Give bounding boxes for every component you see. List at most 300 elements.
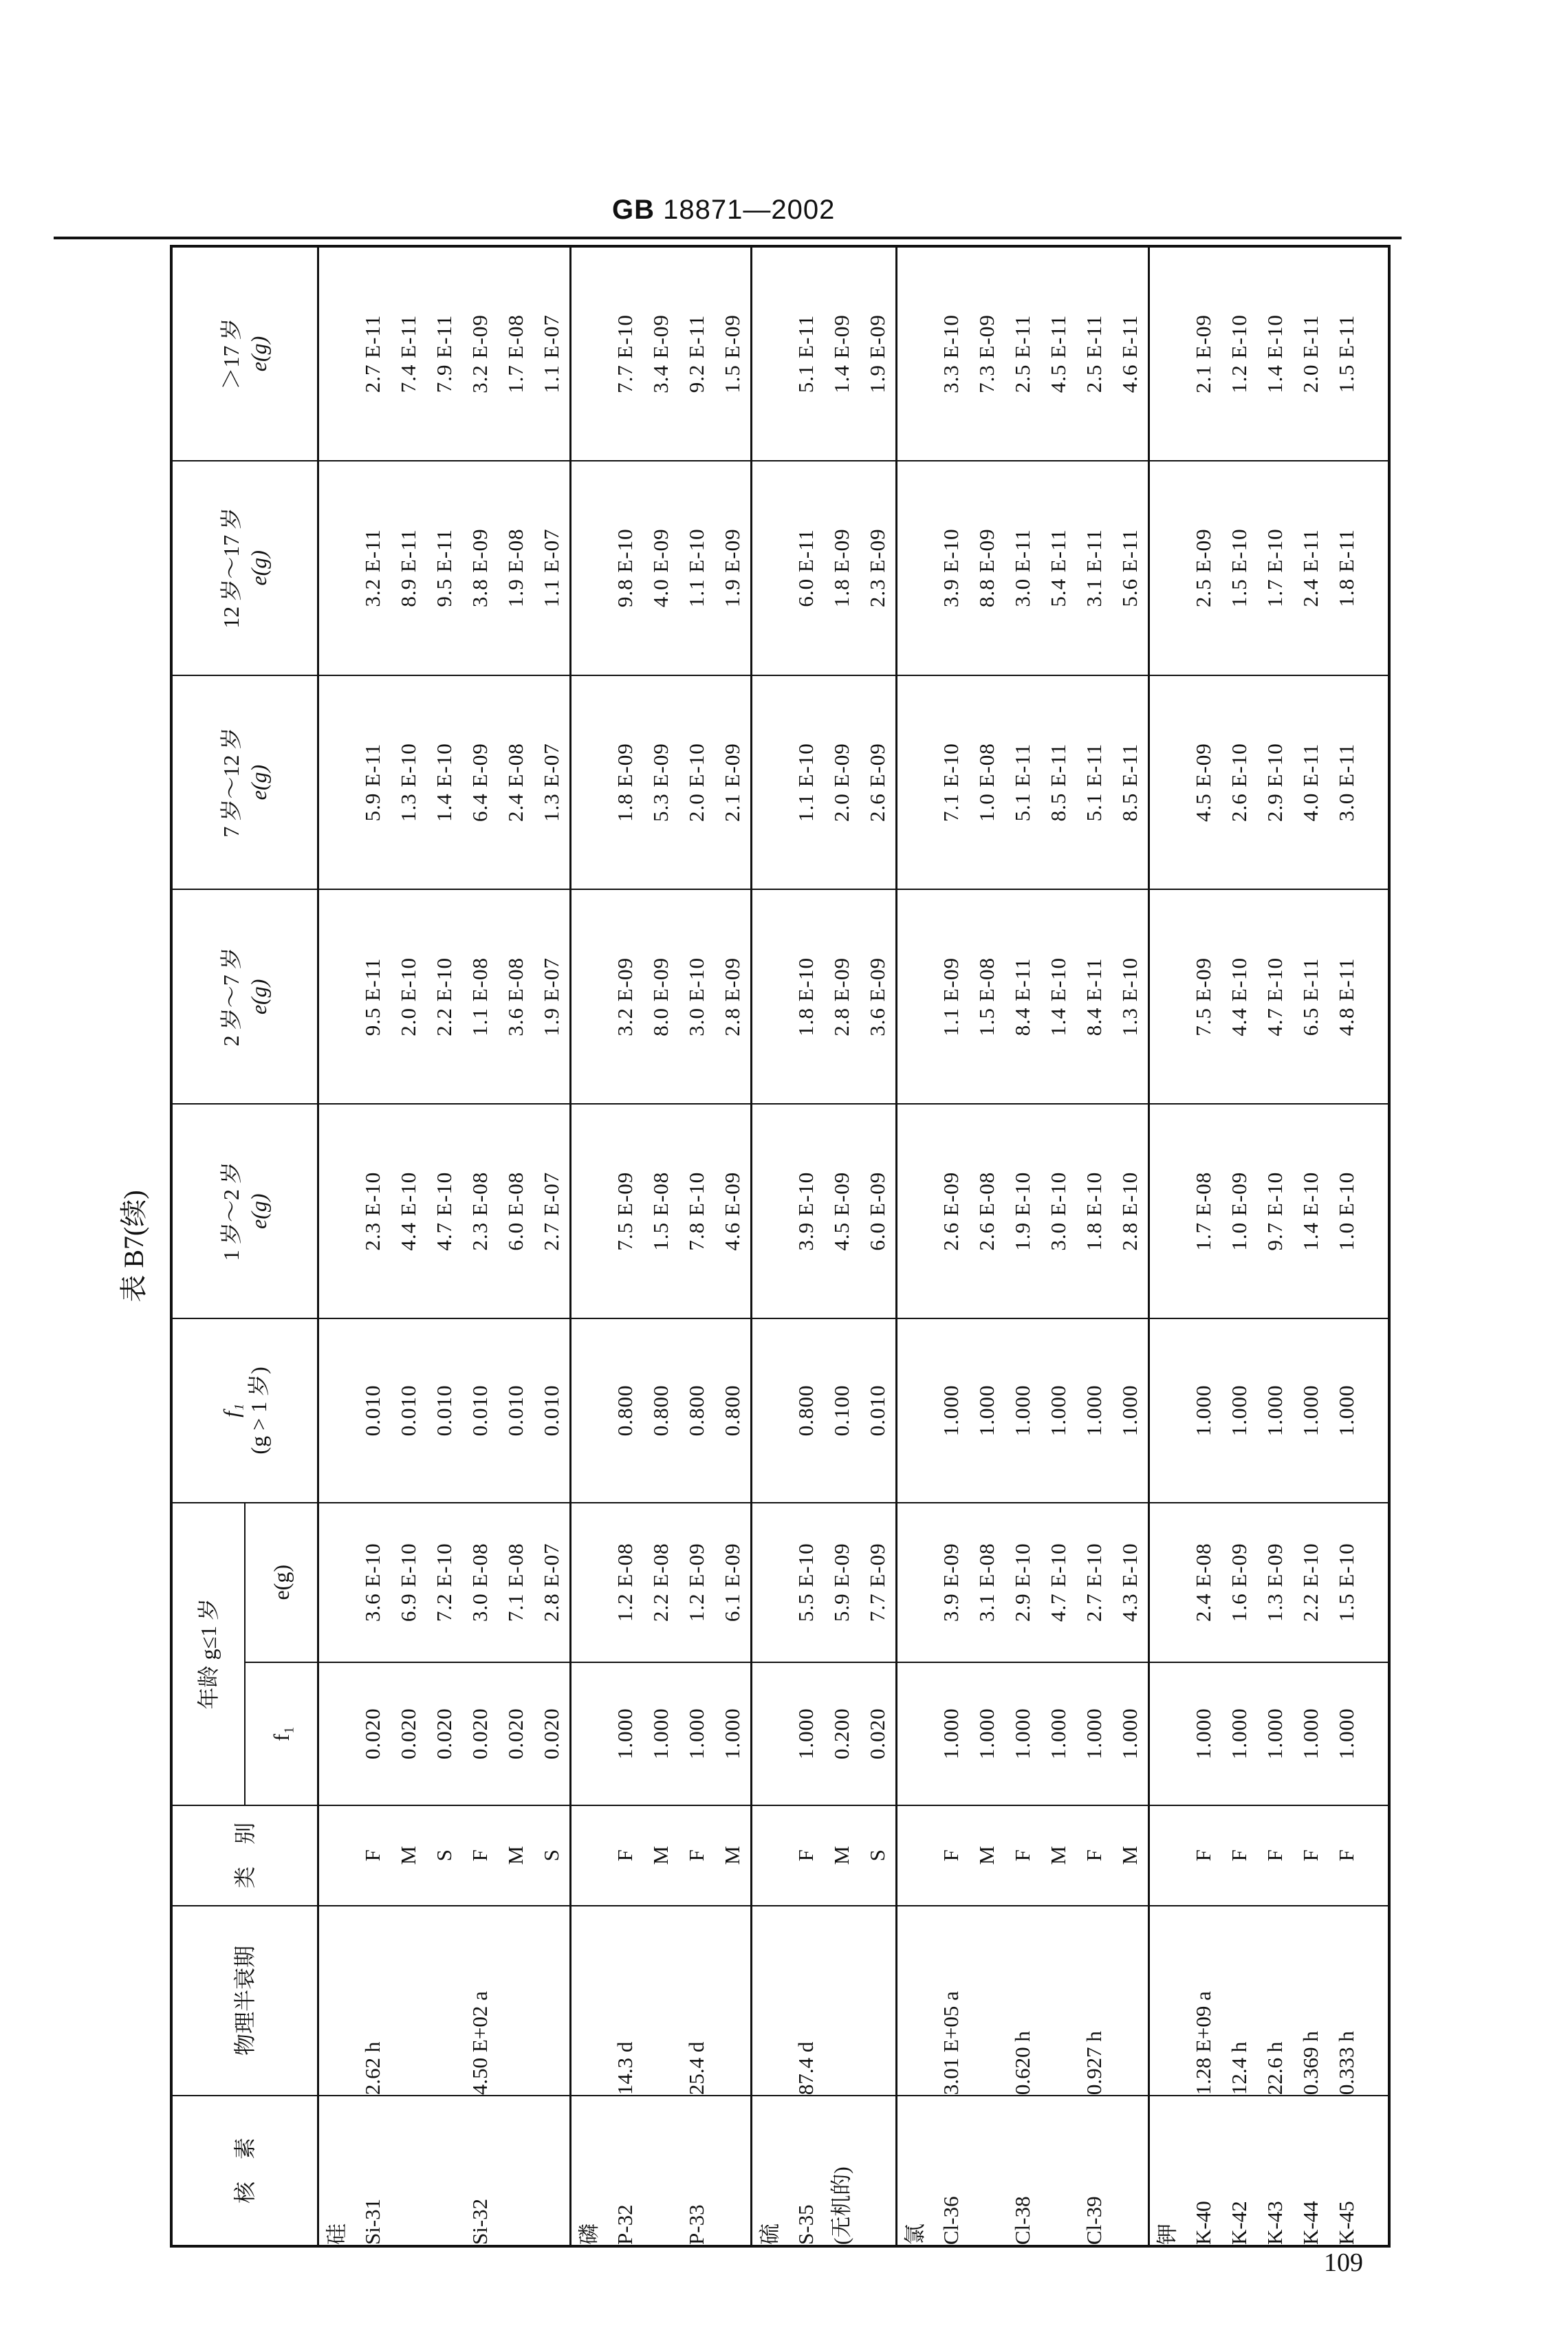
class-cell: F	[933, 1805, 969, 1906]
f1-cell: 0.010	[391, 1318, 426, 1503]
empty-cell	[897, 1906, 934, 2096]
infant-f1-cell: 1.000	[1076, 1662, 1112, 1805]
f1-cell: 1.000	[1257, 1318, 1293, 1503]
col-f1-note: (g > 1 岁)	[246, 1367, 271, 1455]
class-cell: F	[462, 1805, 498, 1906]
class-cell: M	[715, 1805, 752, 1906]
nuclide-cell	[643, 2096, 679, 2246]
infant-e-cell: 1.2 E-09	[679, 1503, 715, 1662]
class-cell: F	[1293, 1805, 1329, 1906]
e-2-7-cell: 6.5 E-11	[1293, 889, 1329, 1104]
e-7-12-cell: 1.8 E-09	[607, 675, 643, 890]
empty-cell	[1364, 1906, 1389, 2096]
e-12-17-cell: 3.9 E-10	[933, 461, 969, 675]
col-age-7-12-unit: e(g)	[246, 764, 271, 801]
col-age-7-12-label: 7 岁～12 岁	[219, 727, 243, 838]
empty-cell	[1364, 1104, 1389, 1318]
empty-cell	[1149, 1662, 1186, 1805]
e-17-cell: 4.5 E-11	[1041, 246, 1076, 461]
e-2-7-cell: 4.7 E-10	[1257, 889, 1293, 1104]
infant-f1-cell: 1.000	[643, 1662, 679, 1805]
e-12-17-cell: 1.1 E-10	[679, 461, 715, 675]
half-life-cell: 0.927 h	[1076, 1906, 1112, 2096]
infant-f1-cell: 0.020	[355, 1662, 391, 1805]
f1-cell: 1.000	[1041, 1318, 1076, 1503]
table-row	[1257, 246, 1293, 2246]
empty-cell	[1364, 246, 1389, 461]
half-life-cell: 1.28 E+09 a	[1186, 1906, 1221, 2096]
f1-cell: 0.100	[824, 1318, 860, 1503]
half-life-cell	[824, 1906, 860, 2096]
half-life-cell: 25.4 d	[679, 1906, 715, 2096]
e-7-12-cell: 1.3 E-10	[391, 675, 426, 890]
class-cell: M	[1112, 1805, 1149, 1906]
class-cell: S	[860, 1805, 897, 1906]
f1-cell: 0.800	[607, 1318, 643, 1503]
half-life-cell	[426, 1906, 462, 2096]
empty-cell	[897, 1805, 934, 1906]
infant-e-cell: 6.1 E-09	[715, 1503, 752, 1662]
e-1-2-cell: 4.7 E-10	[426, 1104, 462, 1318]
nuclide-cell	[715, 2096, 752, 2246]
infant-e-cell: 1.5 E-10	[1329, 1503, 1364, 1662]
e-2-7-cell: 3.6 E-09	[860, 889, 897, 1104]
empty-cell	[1364, 1662, 1389, 1805]
col-class: 类 别	[171, 1805, 318, 1906]
class-cell: M	[498, 1805, 534, 1906]
empty-cell	[752, 246, 789, 461]
empty-cell	[1149, 1503, 1186, 1662]
empty-cell	[1149, 889, 1186, 1104]
e-1-2-cell: 1.7 E-08	[1186, 1104, 1221, 1318]
table-row	[462, 246, 498, 2246]
e-7-12-cell: 2.0 E-09	[824, 675, 860, 890]
empty-cell	[897, 461, 934, 675]
e-7-12-cell: 5.9 E-11	[355, 675, 391, 890]
e-7-12-cell: 2.4 E-08	[498, 675, 534, 890]
table-row	[1005, 246, 1041, 2246]
infant-e-cell: 1.2 E-08	[607, 1503, 643, 1662]
f1-cell: 1.000	[969, 1318, 1005, 1503]
infant-f1-cell: 1.000	[679, 1662, 715, 1805]
empty-cell	[571, 246, 608, 461]
col-age-1-2-label: 1 岁～2 岁	[219, 1162, 243, 1261]
nuclide-cell: K-43	[1257, 2096, 1293, 2246]
nuclide-cell: (无机的)	[824, 2096, 860, 2246]
e-17-cell: 4.6 E-11	[1112, 246, 1149, 461]
table-row	[1293, 246, 1329, 2246]
infant-f1-cell: 0.020	[860, 1662, 897, 1805]
e-12-17-cell: 3.8 E-09	[462, 461, 498, 675]
e-12-17-cell: 5.4 E-11	[1041, 461, 1076, 675]
e-12-17-cell: 9.5 E-11	[426, 461, 462, 675]
nuclide-cell	[1041, 2096, 1076, 2246]
f1-cell: 1.000	[933, 1318, 969, 1503]
table-row	[679, 246, 715, 2246]
empty-cell	[318, 246, 356, 461]
e-1-2-cell: 1.0 E-09	[1221, 1104, 1257, 1318]
infant-f1-cell: 1.000	[1257, 1662, 1293, 1805]
page-number: 109	[1324, 2248, 1363, 2277]
table-row	[969, 246, 1005, 2246]
nuclide-cell	[391, 2096, 426, 2246]
half-life-cell: 0.620 h	[1005, 1906, 1041, 2096]
e-2-7-cell: 3.6 E-08	[498, 889, 534, 1104]
e-12-17-cell: 1.9 E-09	[715, 461, 752, 675]
infant-e-cell: 7.2 E-10	[426, 1503, 462, 1662]
infant-f1-cell: 1.000	[933, 1662, 969, 1805]
empty-cell	[1149, 246, 1186, 461]
header-rule	[54, 237, 1402, 239]
table-row	[391, 246, 426, 2246]
col-age-17	[171, 246, 318, 461]
empty-cell	[318, 1662, 356, 1805]
half-life-cell	[391, 1906, 426, 2096]
f1-cell: 1.000	[1186, 1318, 1221, 1503]
e-7-12-cell: 8.5 E-11	[1112, 675, 1149, 890]
e-17-cell: 9.2 E-11	[679, 246, 715, 461]
table-row	[1329, 246, 1364, 2246]
empty-cell	[897, 1104, 934, 1318]
e-1-2-cell: 2.6 E-08	[969, 1104, 1005, 1318]
class-cell: M	[391, 1805, 426, 1906]
infant-e-cell: 4.7 E-10	[1041, 1503, 1076, 1662]
half-life-cell: 87.4 d	[788, 1906, 824, 2096]
empty-cell	[752, 1906, 789, 2096]
e-12-17-cell: 2.5 E-09	[1186, 461, 1221, 675]
table-row	[788, 246, 824, 2246]
class-cell: F	[607, 1805, 643, 1906]
e-2-7-cell: 7.5 E-09	[1186, 889, 1221, 1104]
empty-cell	[1149, 1805, 1186, 1906]
f1-cell: 0.800	[643, 1318, 679, 1503]
empty-cell	[1149, 1104, 1186, 1318]
e-12-17-cell: 1.5 E-10	[1221, 461, 1257, 675]
half-life-cell	[1112, 1906, 1149, 2096]
col-age-2-7-label: 2 岁～7 岁	[219, 947, 243, 1047]
empty-cell	[1364, 1503, 1389, 1662]
e-1-2-cell: 4.5 E-09	[824, 1104, 860, 1318]
f1-cell: 0.800	[715, 1318, 752, 1503]
e-12-17-cell: 2.3 E-09	[860, 461, 897, 675]
e-17-cell: 2.7 E-11	[355, 246, 391, 461]
empty-cell	[318, 675, 356, 890]
col-age-2-7	[171, 889, 318, 1104]
infant-f1-cell: 0.020	[391, 1662, 426, 1805]
e-7-12-cell: 2.0 E-10	[679, 675, 715, 890]
half-life-cell	[1041, 1906, 1076, 2096]
half-life-cell	[643, 1906, 679, 2096]
e-17-cell: 7.3 E-09	[969, 246, 1005, 461]
empty-cell	[571, 675, 608, 890]
half-life-cell: 0.369 h	[1293, 1906, 1329, 2096]
col-f1-symbol: f₁	[219, 1403, 243, 1417]
half-life-cell	[715, 1906, 752, 2096]
class-cell: F	[1076, 1805, 1112, 1906]
empty-cell	[752, 1503, 789, 1662]
e-17-cell: 5.1 E-11	[788, 246, 824, 461]
infant-e-cell: 3.1 E-08	[969, 1503, 1005, 1662]
e-12-17-cell: 5.6 E-11	[1112, 461, 1149, 675]
col-half-life: 物理半衰期	[171, 1906, 318, 2096]
empty-cell	[318, 461, 356, 675]
e-2-7-cell: 1.1 E-09	[933, 889, 969, 1104]
e-17-cell: 3.3 E-10	[933, 246, 969, 461]
infant-e-cell: 7.7 E-09	[860, 1503, 897, 1662]
class-cell: F	[1005, 1805, 1041, 1906]
col-age-12-17	[171, 461, 318, 675]
half-life-cell	[498, 1906, 534, 2096]
e-2-7-cell: 3.2 E-09	[607, 889, 643, 1104]
e-7-12-cell: 1.4 E-10	[426, 675, 462, 890]
e-1-2-cell: 6.0 E-08	[498, 1104, 534, 1318]
e-1-2-cell: 7.8 E-10	[679, 1104, 715, 1318]
element-name: 硫	[752, 2096, 789, 2246]
nuclide-cell: Si-31	[355, 2096, 391, 2246]
element-group-row	[571, 246, 608, 2246]
class-cell: M	[1041, 1805, 1076, 1906]
standard-code: 18871—2002	[663, 195, 836, 225]
e-2-7-cell: 3.0 E-10	[679, 889, 715, 1104]
infant-f1-cell: 1.000	[1186, 1662, 1221, 1805]
e-17-cell: 2.1 E-09	[1186, 246, 1221, 461]
half-life-cell	[534, 1906, 571, 2096]
nuclide-cell: K-42	[1221, 2096, 1257, 2246]
f1-cell: 0.010	[534, 1318, 571, 1503]
e-1-2-cell: 6.0 E-09	[860, 1104, 897, 1318]
standard-prefix: GB	[612, 195, 655, 225]
nuclide-cell: P-33	[679, 2096, 715, 2246]
e-2-7-cell: 1.3 E-10	[1112, 889, 1149, 1104]
e-17-cell: 2.0 E-11	[1293, 246, 1329, 461]
infant-e-cell: 4.3 E-10	[1112, 1503, 1149, 1662]
infant-f1-cell: 1.000	[1221, 1662, 1257, 1805]
half-life-cell	[860, 1906, 897, 2096]
table-row	[860, 246, 897, 2246]
half-life-cell: 22.6 h	[1257, 1906, 1293, 2096]
table-row	[498, 246, 534, 2246]
table-row	[1112, 246, 1149, 2246]
e-7-12-cell: 5.1 E-11	[1005, 675, 1041, 890]
table-body	[318, 246, 1390, 2246]
nuclide-cell: S-35	[788, 2096, 824, 2246]
e-2-7-cell: 1.1 E-08	[462, 889, 498, 1104]
infant-f1-cell: 0.020	[534, 1662, 571, 1805]
half-life-cell: 14.3 d	[607, 1906, 643, 2096]
col-f1	[171, 1318, 318, 1503]
f1-cell: 0.010	[355, 1318, 391, 1503]
table-row	[715, 246, 752, 2246]
e-7-12-cell: 5.3 E-09	[643, 675, 679, 890]
e-7-12-cell: 2.1 E-09	[715, 675, 752, 890]
class-cell: F	[1257, 1805, 1293, 1906]
f1-cell: 1.000	[1329, 1318, 1364, 1503]
e-17-cell: 1.5 E-09	[715, 246, 752, 461]
element-name: 磷	[571, 2096, 608, 2246]
empty-cell	[318, 889, 356, 1104]
infant-f1-cell: 1.000	[1112, 1662, 1149, 1805]
empty-cell	[897, 1318, 934, 1503]
empty-cell	[897, 1662, 934, 1805]
f1-cell: 1.000	[1076, 1318, 1112, 1503]
nuclide-cell	[969, 2096, 1005, 2246]
e-7-12-cell: 2.9 E-10	[1257, 675, 1293, 890]
e-17-cell: 2.5 E-11	[1076, 246, 1112, 461]
e-17-cell: 3.2 E-09	[462, 246, 498, 461]
nuclide-cell: Cl-36	[933, 2096, 969, 2246]
e-1-2-cell: 1.9 E-10	[1005, 1104, 1041, 1318]
table-row	[824, 246, 860, 2246]
e-12-17-cell: 1.7 E-10	[1257, 461, 1293, 675]
empty-cell	[752, 461, 789, 675]
infant-f1-cell: 1.000	[715, 1662, 752, 1805]
half-life-cell: 2.62 h	[355, 1906, 391, 2096]
nuclide-cell	[498, 2096, 534, 2246]
e-2-7-cell: 1.8 E-10	[788, 889, 824, 1104]
e-7-12-cell: 2.6 E-09	[860, 675, 897, 890]
infant-f1-cell: 0.020	[498, 1662, 534, 1805]
e-2-7-cell: 2.8 E-09	[824, 889, 860, 1104]
infant-f1-cell: 1.000	[788, 1662, 824, 1805]
e-17-cell: 1.1 E-07	[534, 246, 571, 461]
empty-cell	[1364, 1805, 1389, 1906]
infant-f1-cell: 0.020	[462, 1662, 498, 1805]
empty-cell	[897, 1503, 934, 1662]
empty-cell	[1364, 2096, 1389, 2246]
empty-cell	[1149, 1318, 1186, 1503]
empty-cell	[318, 1906, 356, 2096]
e-12-17-cell: 8.8 E-09	[969, 461, 1005, 675]
e-17-cell: 1.2 E-10	[1221, 246, 1257, 461]
infant-e-cell: 1.3 E-09	[1257, 1503, 1293, 1662]
empty-cell	[752, 1104, 789, 1318]
col-age-1-2-unit: e(g)	[246, 1193, 271, 1229]
e-12-17-cell: 3.1 E-11	[1076, 461, 1112, 675]
e-2-7-cell: 4.8 E-11	[1329, 889, 1364, 1104]
nuclide-cell: Cl-38	[1005, 2096, 1041, 2246]
e-12-17-cell: 1.8 E-11	[1329, 461, 1364, 675]
empty-cell	[1149, 461, 1186, 675]
e-12-17-cell: 1.9 E-08	[498, 461, 534, 675]
e-1-2-cell: 2.3 E-10	[355, 1104, 391, 1318]
table-row	[426, 246, 462, 2246]
table-row	[1186, 246, 1221, 2246]
empty-cell	[571, 1104, 608, 1318]
table-row	[933, 246, 969, 2246]
table-row	[355, 246, 391, 2246]
e-7-12-cell: 8.5 E-11	[1041, 675, 1076, 890]
nuclide-cell: K-44	[1293, 2096, 1329, 2246]
class-cell: F	[1221, 1805, 1257, 1906]
element-name: 硅	[318, 2096, 356, 2246]
empty-cell	[571, 461, 608, 675]
infant-e-cell: 3.6 E-10	[355, 1503, 391, 1662]
empty-cell	[318, 1503, 356, 1662]
infant-e-cell: 2.8 E-07	[534, 1503, 571, 1662]
infant-e-cell: 5.9 E-09	[824, 1503, 860, 1662]
empty-cell	[897, 675, 934, 890]
e-1-2-cell: 7.5 E-09	[607, 1104, 643, 1318]
infant-e-cell: 5.5 E-10	[788, 1503, 824, 1662]
e-12-17-cell: 6.0 E-11	[788, 461, 824, 675]
infant-e-cell: 7.1 E-08	[498, 1503, 534, 1662]
col-infant-f1: f₁	[245, 1662, 318, 1805]
e-7-12-cell: 3.0 E-11	[1329, 675, 1364, 890]
e-2-7-cell: 1.9 E-07	[534, 889, 571, 1104]
empty-cell	[571, 1805, 608, 1906]
e-12-17-cell: 3.0 E-11	[1005, 461, 1041, 675]
table-row	[1076, 246, 1112, 2246]
empty-cell	[897, 889, 934, 1104]
nuclide-cell	[1112, 2096, 1149, 2246]
half-life-cell: 0.333 h	[1329, 1906, 1364, 2096]
e-2-7-cell: 1.4 E-10	[1041, 889, 1076, 1104]
e-12-17-cell: 3.2 E-11	[355, 461, 391, 675]
empty-cell	[571, 1662, 608, 1805]
f1-cell: 0.800	[788, 1318, 824, 1503]
e-12-17-cell: 1.1 E-07	[534, 461, 571, 675]
infant-f1-cell: 1.000	[1005, 1662, 1041, 1805]
nuclide-cell	[534, 2096, 571, 2246]
e-12-17-cell: 9.8 E-10	[607, 461, 643, 675]
class-cell: F	[1329, 1805, 1364, 1906]
e-2-7-cell: 2.8 E-09	[715, 889, 752, 1104]
e-2-7-cell: 8.0 E-09	[643, 889, 679, 1104]
f1-cell: 0.010	[498, 1318, 534, 1503]
f1-cell: 1.000	[1112, 1318, 1149, 1503]
class-cell: S	[426, 1805, 462, 1906]
element-name: 氯	[897, 2096, 934, 2246]
col-age-1-2	[171, 1104, 318, 1318]
class-cell: S	[534, 1805, 571, 1906]
infant-e-cell: 6.9 E-10	[391, 1503, 426, 1662]
col-age-17-label: ＞17 岁	[219, 318, 243, 390]
nuclide-cell	[426, 2096, 462, 2246]
empty-cell	[571, 1318, 608, 1503]
half-life-cell: 3.01 E+05 a	[933, 1906, 969, 2096]
e-1-2-cell: 3.9 E-10	[788, 1104, 824, 1318]
e-7-12-cell: 6.4 E-09	[462, 675, 498, 890]
empty-cell	[1149, 675, 1186, 890]
e-17-cell: 1.9 E-09	[860, 246, 897, 461]
empty-cell	[318, 1318, 356, 1503]
table-caption: 表 B7(续)	[118, 1190, 149, 1303]
element-group-row	[318, 246, 356, 2246]
e-7-12-cell: 7.1 E-10	[933, 675, 969, 890]
e-7-12-cell: 4.5 E-09	[1186, 675, 1221, 890]
e-17-cell: 7.9 E-11	[426, 246, 462, 461]
document-header	[612, 195, 835, 226]
half-life-cell	[969, 1906, 1005, 2096]
e-2-7-cell: 4.4 E-10	[1221, 889, 1257, 1104]
f1-cell: 0.010	[462, 1318, 498, 1503]
element-name: 钾	[1149, 2096, 1186, 2246]
empty-cell	[897, 246, 934, 461]
empty-cell	[752, 675, 789, 890]
nuclide-cell: P-32	[607, 2096, 643, 2246]
f1-cell: 0.010	[860, 1318, 897, 1503]
empty-cell	[752, 1318, 789, 1503]
nuclide-cell	[860, 2096, 897, 2246]
e-1-2-cell: 1.5 E-08	[643, 1104, 679, 1318]
e-2-7-cell: 8.4 E-11	[1005, 889, 1041, 1104]
e-1-2-cell: 3.0 E-10	[1041, 1104, 1076, 1318]
e-1-2-cell: 1.8 E-10	[1076, 1104, 1112, 1318]
empty-cell	[571, 1503, 608, 1662]
empty-cell	[1149, 1906, 1186, 2096]
infant-e-cell: 2.7 E-10	[1076, 1503, 1112, 1662]
empty-cell	[318, 1104, 356, 1318]
